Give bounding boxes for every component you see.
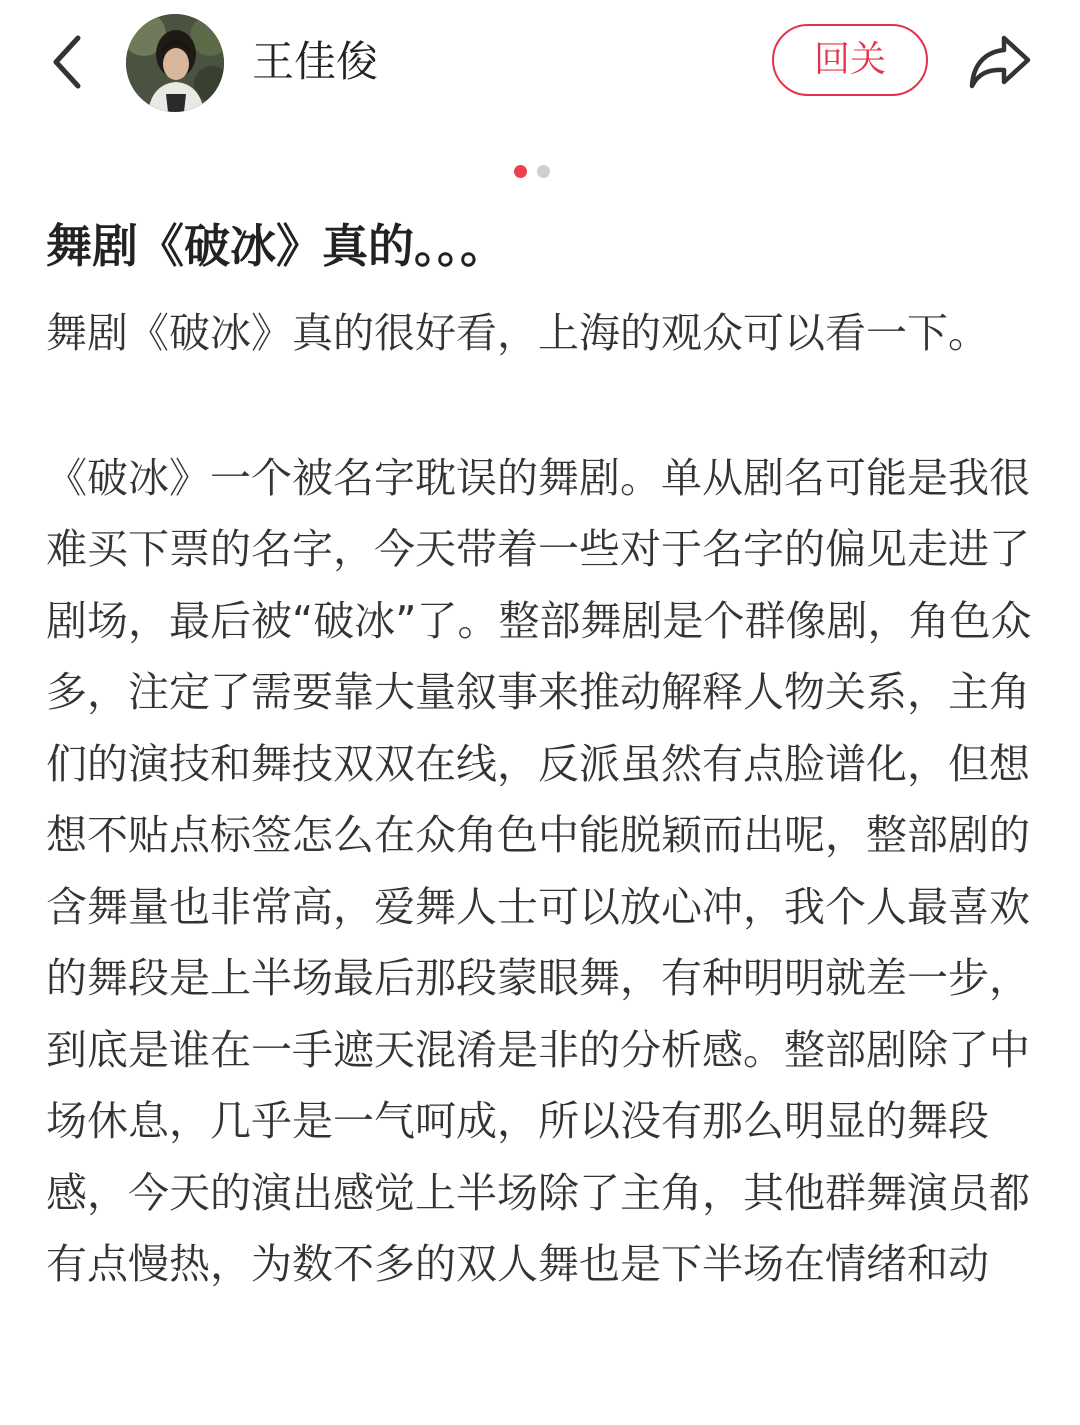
note-paragraph: 舞剧《破冰》真的很好看，上海的观众可以看一下。 [46, 309, 989, 357]
avatar[interactable] [126, 14, 224, 112]
author-name[interactable]: 王佳俊 [252, 37, 379, 86]
note-title: 舞剧《破冰》真的。。。 [46, 219, 506, 273]
follow-back-button[interactable]: 回关 [772, 24, 928, 96]
carousel-dot-active[interactable] [514, 165, 527, 178]
back-button[interactable] [40, 30, 96, 94]
carousel-indicator [514, 165, 550, 179]
note-body [46, 298, 1036, 1301]
chevron-left-icon [40, 30, 96, 94]
share-arrow-icon [964, 32, 1036, 92]
top-bar [0, 0, 1080, 130]
carousel-dot[interactable] [537, 165, 550, 178]
share-button[interactable] [964, 32, 1036, 92]
avatar-image [126, 14, 224, 112]
note-paragraph: 《破冰》一个被名字耽误的舞剧。单从剧名可能是我很难买下票的名字，今天带着一些对于名字的偏见走进了剧场，最后被“破冰”了。整部舞剧是个群像剧，角色众多，注定了需要靠大量叙事来推动解释人物关系，主角们的演技和舞技双双在线，反派虽然有点脸谱化，但想想不贴点标签怎么在众角色中能脱颖而出呢，整部剧的含舞量也非常高，爱舞人士可以放心冲，我个人最喜欢的舞段是上半场最后那段蒙眼舞，有种明明就差一步，到底是谁在一手遮天混淆是非的分析感。整部剧除了中场休息，几乎是一气呵成，所以没有那么明显的舞段感，今天的演出感觉上半场除了主角，其他群舞演员都有点慢热，为数不多的双人舞也是下半场在情绪和动 [46, 453, 1032, 1288]
